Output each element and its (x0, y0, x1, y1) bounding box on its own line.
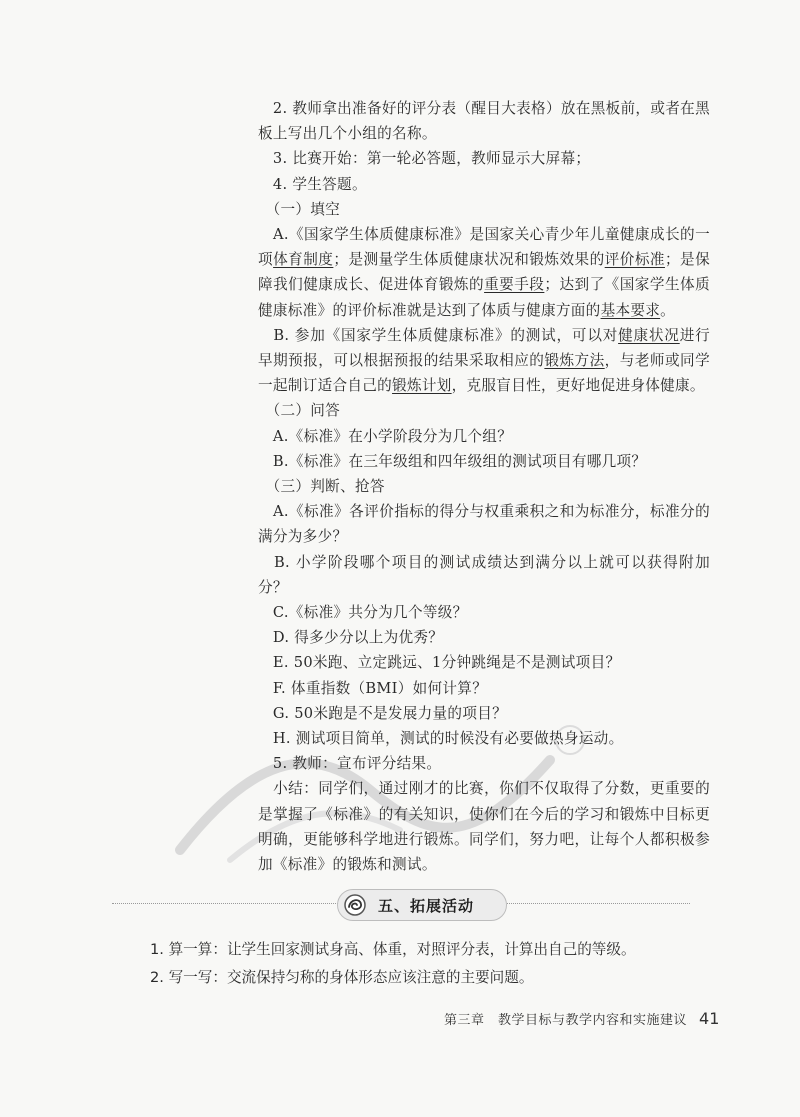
lesson-body (258, 96, 710, 877)
answer-blank: 基本要求 (600, 301, 661, 319)
answer-blank: 评价标准 (604, 251, 665, 269)
fill-blank-a: A.《国家学生体质健康标准》是国家关心青少年儿童健康成长的一项体育制度；是测量学生体质健康状况和锻炼效果的评价标准；是保障我们健康成长、促进体育锻炼的重要手段；达到了《国家学生体质健康标准》的评价标准就是达到了体质与健康方面的基本要求。 (258, 226, 711, 319)
judge-b: B. 小学阶段哪个项目的测试成绩达到满分以上就可以获得附加分？ (258, 553, 710, 596)
judge-g: G. 50米跑是不是发展力量的项目？ (272, 704, 508, 722)
section-title: 五、拓展活动 (378, 896, 475, 915)
judge-h: H. 测试项目简单，测试的时候没有必要做热身运动。 (272, 730, 624, 748)
answer-blank: 锻炼方法 (544, 352, 605, 370)
judge-e: E. 50米跑、立定跳远、1分钟跳绳是不是测试项目？ (272, 654, 621, 672)
answer-blank: 体育制度 (273, 251, 334, 269)
question-a: A.《标准》在小学阶段分为几个组？ (272, 427, 513, 445)
subheading-qa: （二）问答 (272, 402, 341, 420)
step-3: 3. 比赛开始：第一轮必答题，教师显示大屏幕； (272, 150, 591, 168)
activity-item: 1. 算一算：让学生回家测试身高、体重，对照评分表，计算出自己的等级。 (150, 941, 636, 958)
activity-item: 2. 写一写：交流保持匀称的身体形态应该注意的主要问题。 (150, 969, 534, 986)
step-4: 4. 学生答题。 (272, 175, 367, 193)
extension-activities (150, 936, 710, 992)
answer-blank: 锻炼计划 (392, 377, 452, 395)
swirl-icon (338, 890, 372, 920)
page-footer (444, 1009, 724, 1028)
question-b: B.《标准》在三年级组和四年级组的测试项目有哪几项？ (272, 452, 647, 470)
page-number: 41 (699, 1009, 720, 1028)
answer-blank: 健康状况 (618, 326, 680, 344)
section-badge (337, 889, 507, 921)
judge-a: A.《标准》各评价指标的得分与权重乘积之和为标准分，标准分的满分为多少？ (258, 503, 710, 546)
judge-d: D. 得多少分以上为优秀？ (272, 629, 444, 647)
answer-blank: 重要手段 (484, 276, 545, 294)
judge-f: F. 体重指数（BMI）如何计算？ (272, 679, 488, 697)
chapter-title: 第三章 教学目标与教学内容和实施建议 (444, 1013, 688, 1028)
fill-blank-b: B. 参加《国家学生体质健康标准》的测试，可以对健康状况进行早期预报，可以根据预报的结果采取相应的锻炼方法，与老师或同学一起制订适合自己的锻炼计划，克服盲目性，更好地促进身体健康。 (258, 326, 710, 395)
step-2: 2. 教师拿出准备好的评分表（醒目大表格）放在黑板前，或者在黑板上写出几个小组的名称。 (258, 100, 710, 143)
subheading-fill-blank: （一）填空 (272, 200, 341, 218)
subheading-judge: （三）判断、抢答 (272, 478, 385, 496)
judge-c: C.《标准》共分为几个等级？ (272, 604, 468, 622)
summary: 小结：同学们，通过刚才的比赛，你们不仅取得了分数，更重要的是掌握了《标准》的有关知识，使你们在今后的学习和锻炼中目标更明确，更能够科学地进行锻炼。同学们，努力吧，让每个人都积极参加《标准》的锻炼和测试。 (258, 780, 710, 874)
step-5: 5. 教师：宣布评分结果。 (272, 755, 442, 773)
